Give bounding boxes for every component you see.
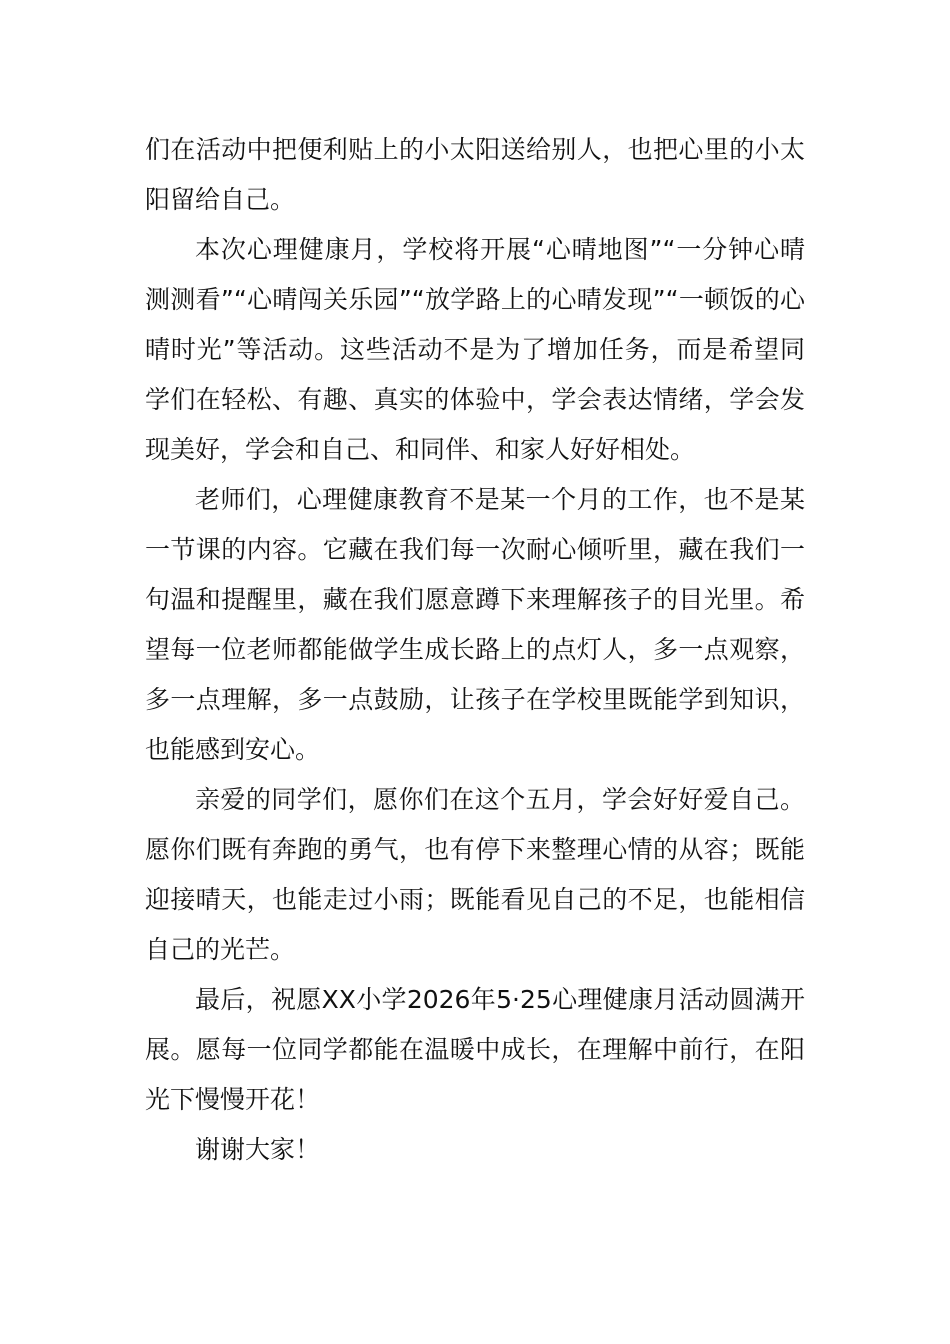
paragraph-activities: 本次心理健康月，学校将开展“心晴地图”“一分钟心晴测测看”“心晴闯关乐园”“放学路上的心晴发现”“一顿饭的心晴时光”等活动。这些活动不是为了增加任务，而是希望同学们在轻松、有趣、真实的体验中，学会表达情绪，学会发现美好，学会和自己、和同伴、和家人好好相处。 xyxy=(145,235,805,464)
document-page xyxy=(145,125,805,1175)
paragraph-students: 亲爱的同学们，愿你们在这个五月，学会好好爱自己。愿你们既有奔跑的勇气，也有停下来整理心情的从容；既能迎接晴天，也能走过小雨；既能看见自己的不足，也能相信自己的光芒。 xyxy=(145,785,805,964)
paragraph-closing-wish: 最后，祝愿XX小学2026年5·25心理健康月活动圆满开展。愿每一位同学都能在温暖中成长，在理解中前行，在阳光下慢慢开花！ xyxy=(145,985,805,1114)
paragraph-thanks: 谢谢大家！ xyxy=(195,1135,321,1164)
paragraph-teachers: 老师们，心理健康教育不是某一个月的工作，也不是某一节课的内容。它藏在我们每一次耐心倾听里，藏在我们一句温和提醒里，藏在我们愿意蹲下来理解孩子的目光里。希望每一位老师都能做学生成长路上的点灯人，多一点观察，多一点理解，多一点鼓励，让孩子在学校里既能学到知识，也能感到安心。 xyxy=(145,485,805,764)
paragraph-continuation: 们在活动中把便利贴上的小太阳送给别人，也把心里的小太阳留给自己。 xyxy=(145,135,805,214)
